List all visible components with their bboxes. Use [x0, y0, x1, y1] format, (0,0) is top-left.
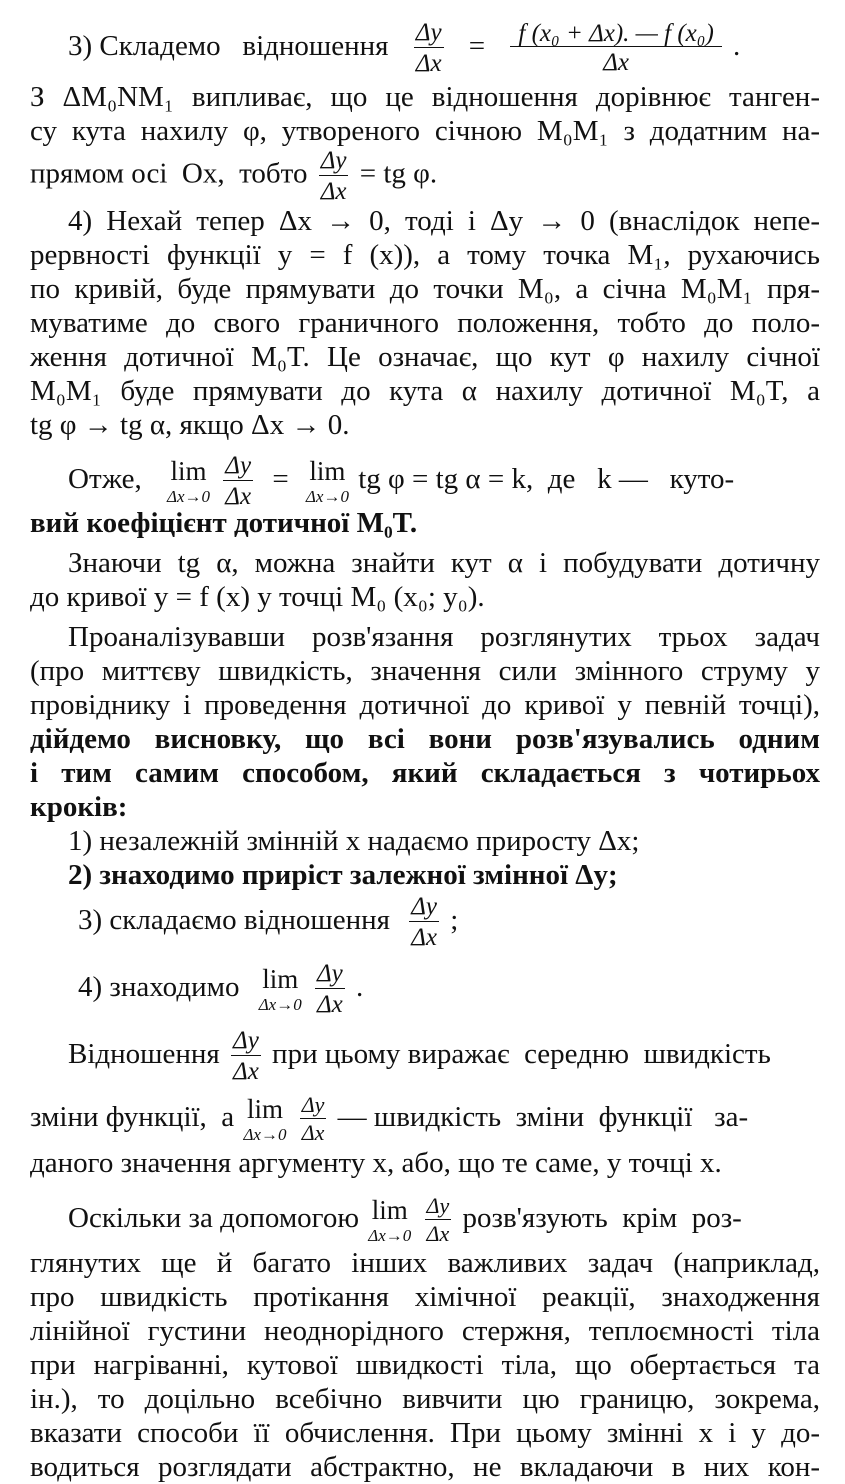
dy-dx-fraction: [409, 894, 439, 950]
step-4-item: [30, 958, 820, 1019]
fraction-denominator: Δx: [225, 483, 252, 511]
fraction-denominator: Δx: [301, 1120, 325, 1146]
lim-subscript: Δx→0: [368, 1225, 412, 1245]
text-span: при цьому виражає середню швидкість: [272, 1038, 771, 1070]
limit-operator: [368, 1194, 412, 1245]
text-line: рервності функції y = f (x)), а тому точка M₁, рухаючись: [30, 239, 820, 271]
fraction-numerator: Δy: [225, 452, 252, 480]
text-span: ;: [450, 904, 459, 936]
text-line: (про миттєву швидкість, значення сили змінного струму у: [30, 655, 820, 687]
text-line: Проаналізувавши розв'язання розглянутих трьох задач: [68, 621, 820, 653]
text-line: даного значення аргументу x, або, що те саме, у точці x.: [30, 1147, 722, 1179]
text-line: і тим самим способом, який складається з чотирьох: [30, 757, 820, 789]
dy-dx-fraction: [319, 148, 349, 204]
limit-operator: [167, 455, 211, 506]
increment-fraction: [510, 21, 721, 75]
step-2-item: 2) знаходимо приріст залежної змінної Δy;: [68, 859, 618, 891]
text-span: 4) знаходимо: [78, 971, 240, 1003]
lim-subscript: Δx→0: [305, 486, 349, 506]
equals-sign: =: [468, 30, 486, 62]
text-line: ін.), то доцільно всебічно вивчити цю границю, зокрема,: [30, 1383, 820, 1415]
text-span: .: [356, 971, 364, 1003]
limit-operator: [258, 963, 302, 1014]
text-line: до кривої y = f (x) у точці M₀ (x₀; y₀).: [30, 581, 485, 613]
dy-dx-fraction: [223, 453, 253, 509]
text-line: кроків:: [30, 791, 128, 823]
text-span: Відношення: [68, 1038, 220, 1070]
period: .: [733, 30, 741, 62]
text-line: водиться розглядати абстрактно, не вкладаючи в них кон-: [30, 1451, 820, 1483]
ratio-meaning-line: [30, 1026, 820, 1086]
text-line: провіднику і проведення дотичної до кривої у певній точці),: [30, 689, 820, 721]
text-span: = tg φ.: [359, 157, 438, 190]
fraction-denominator: Δx: [426, 1221, 450, 1247]
lim-word: lim: [246, 1093, 283, 1124]
fraction-denominator: Δx: [320, 178, 347, 205]
lim-subscript: Δx→0: [258, 994, 302, 1014]
text-line: Знаючи tg α, можна знайти кут α і побудувати дотичну: [68, 547, 820, 579]
lim-word: lim: [371, 1194, 408, 1225]
fraction-numerator: Δy: [316, 960, 343, 988]
limit-operator: [305, 455, 349, 506]
fraction-numerator: Δy: [233, 1027, 259, 1055]
text-line: муватиме до свого граничного положення, тобто до поло-: [30, 307, 820, 339]
text-span: розв'язують крім роз-: [462, 1202, 742, 1234]
dy-dx-fraction: [425, 1195, 452, 1245]
limit-formula-line: [30, 452, 820, 511]
fraction-numerator: Δy: [411, 893, 438, 921]
fraction-numerator: Δy: [415, 19, 442, 47]
step-3-item: [30, 892, 820, 952]
text-span: 3) складаємо відношення: [78, 904, 390, 936]
text-span: tg φ = tg α = k, де k — куто-: [358, 463, 735, 495]
step3-formula-line: [30, 18, 820, 78]
text-line: З ΔM₀NM₁ випливає, що це відношення дорівнює танген-: [30, 81, 820, 113]
fraction-numerator: Δy: [301, 1092, 325, 1118]
text-span: — швидкість зміни функції за-: [337, 1101, 749, 1133]
dy-dx-fraction: [231, 1028, 261, 1084]
text-span: зміни функції, а: [30, 1101, 235, 1133]
equals-sign: =: [272, 463, 289, 495]
lim-subscript: Δx→0: [243, 1124, 287, 1144]
text-line: про швидкість протікання хімічної реакції, знаходження: [30, 1281, 820, 1313]
text-line: вказати способи її обчислення. При цьому змінні x і y до-: [30, 1417, 820, 1449]
lim-word: lim: [262, 963, 299, 994]
text-span: Отже,: [68, 463, 142, 495]
fraction-numerator: Δy: [426, 1193, 450, 1219]
text-line: лінійної густини неоднорідного стержня, теплоємності тіла: [30, 1315, 820, 1347]
fraction-denominator: Δx: [316, 991, 343, 1019]
lim-word: lim: [170, 455, 207, 486]
fraction-numerator: f (x₀ + Δx). — f (x₀): [510, 21, 721, 47]
text-line: ження дотичної M₀T. Це означає, що кут φ нахилу січної: [30, 341, 820, 373]
limit-operator: [243, 1093, 287, 1144]
textbook-page: [30, 18, 820, 1484]
text-line: при нагріванні, кутової швидкості тіла, що обертається та: [30, 1349, 820, 1381]
limit-usage-line: [30, 1190, 820, 1246]
text-line: 4) Нехай тепер Δx → 0, тоді і Δy → 0 (внаслідок непе-: [68, 205, 820, 237]
text-span: прямом осі Ox, тобто: [30, 157, 308, 190]
text-line: tg φ → tg α, якщо Δx → 0.: [30, 409, 350, 441]
text-span: Оскільки за допомогою: [68, 1202, 360, 1234]
fraction-denominator: Δx: [233, 1058, 259, 1086]
dy-dx-fraction: [315, 961, 345, 1017]
lim-subscript: Δx→0: [167, 486, 211, 506]
tangent-formula-line: [30, 147, 820, 205]
text-line: дійдемо висновку, що всі вони розв'язувались одним: [30, 723, 820, 755]
dy-dx-fraction: [414, 20, 444, 76]
text-line: по кривій, буде прямувати до точки M₀, а січна M₀M₁ пря-: [30, 273, 820, 305]
text-line: глянутих ще й багато інших важливих задач (наприклад,: [30, 1247, 820, 1279]
dy-dx-fraction: [300, 1094, 327, 1144]
fraction-denominator: Δx: [411, 924, 438, 952]
step-1-item: 1) незалежній змінній x надаємо приросту Δx;: [68, 825, 640, 857]
fraction-denominator: Δx: [603, 49, 629, 77]
lim-word: lim: [309, 455, 346, 486]
text-line: M₀M₁ буде прямувати до кута α нахилу дотичної M₀T, а: [30, 375, 820, 407]
text-line: су кута нахилу φ, утвореного січною M₀M₁ з додатним на-: [30, 115, 820, 147]
limit-meaning-line: [30, 1088, 820, 1146]
text-line: вий коефіцієнт дотичної M₀T.: [30, 507, 418, 539]
fraction-denominator: Δx: [415, 50, 442, 78]
step3-label: 3) Складемо відношення: [68, 30, 389, 62]
fraction-numerator: Δy: [320, 147, 347, 174]
